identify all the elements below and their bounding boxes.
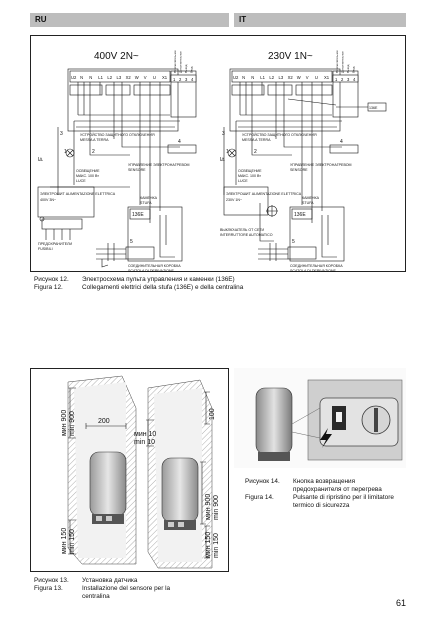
switch-label-it: INTERRUTTORE AUTOMATICO [220, 233, 273, 237]
terminal-a-6: X2 [125, 75, 131, 80]
side-label-3: Вход [351, 66, 356, 73]
dim-100: 100 [209, 408, 216, 420]
voltage-label: 400V 2N~ [94, 51, 139, 62]
marker-4: 4 [178, 139, 181, 145]
dim-min150-ru: мин 150 [61, 527, 68, 554]
box-label: СОЕДИНИТЕЛЬНАЯ КОРОБКА [290, 264, 343, 268]
terminal-a-4: L2 [269, 75, 275, 80]
terminal-b-0: 1 [173, 77, 176, 82]
dim-min150-it-b: min 150 [213, 533, 220, 558]
terminal-a-7: W [296, 75, 301, 80]
terminal-b-1: 2 [179, 77, 182, 82]
light-label-it: LUCE [238, 179, 248, 183]
heater-label-it: STUFA [140, 201, 152, 205]
light-label: ОСВЕЩЕНИЕ [76, 169, 100, 173]
side-labels [173, 50, 194, 73]
figure-14-caption [245, 478, 406, 510]
sensor-label: УПРАВЛЕНИЕ ЭЛЕКТРОНАГРЕВОМ [128, 163, 190, 167]
caption-it-text: Collegamenti elettrici della stufa (136E) e della centralina [82, 284, 244, 291]
dim-min900-ru-b: мин 900 [205, 493, 212, 520]
terminal-a-5: L3 [116, 75, 122, 80]
dim-min900-ru: мин 900 [61, 409, 68, 436]
marker-3: 3 [222, 131, 225, 137]
marker-1: 1 [64, 149, 67, 155]
light-label-it: LUCE [76, 179, 86, 183]
box-label-it: SCATOLA DI DERIVAZIONE [128, 269, 174, 273]
terminal-a-8: V [143, 75, 147, 80]
dim-min150-it: min 150 [69, 529, 76, 554]
terminal-a-1: N [80, 75, 84, 80]
ia-symbol: I∆ [220, 157, 225, 163]
breaker-label-it: MESSA A TERRA [242, 138, 271, 142]
dim-min900-it: min 900 [69, 411, 76, 436]
heater-label: КАМЕНКА [302, 196, 319, 200]
supply-label: ЭЛЕКТРОШИТ ALIMENTAZIONE ELETTRICA [226, 192, 302, 196]
supply-voltage-label: 400V 3N~ [40, 198, 57, 202]
ia-symbol: I∆ [38, 157, 43, 163]
terminal-a-2: N [89, 75, 93, 80]
breaker-label: УСТРОЙСТВО ЗАЩИТНОГО ОТКЛЮЧЕНИЯ [242, 133, 317, 137]
light-max-label: МАКС. 100 Вт [238, 174, 261, 178]
dim-min150-ru-b: мин 150 [205, 531, 212, 558]
switch-label: ВЫКЛЮЧАТЕЛЬ ОТ СЕТИ [220, 228, 265, 232]
sensor-label-it: SENSORE [128, 168, 146, 172]
terminal-b-2: 3 [347, 77, 350, 82]
side-label-1: Дополнительное [178, 51, 183, 73]
dim-min10-ru: мин 10 [134, 431, 157, 438]
reset-button-drawing [234, 368, 406, 468]
caption-it-text: Pulsante di ripristino per il limitatore [293, 494, 394, 501]
fuses-label-it: FUSIBILI [38, 247, 53, 251]
caption-it-text-2: centralina [82, 593, 110, 600]
figure-13-caption [34, 577, 229, 601]
dim-min900-it-b: min 900 [213, 495, 220, 520]
terminal-a-0: U2 [71, 75, 77, 80]
terminal-a-5: L3 [278, 75, 284, 80]
page-number: 61 [395, 598, 406, 608]
side-label-0: Вспомогательное [335, 50, 339, 73]
figure-12-caption [34, 276, 404, 292]
terminal-a-7: W [134, 75, 139, 80]
terminal-b-3: 4 [191, 77, 194, 82]
terminal-b-1: 2 [341, 77, 344, 82]
terminal-a-0: U2 [233, 75, 239, 80]
heater-label: КАМЕНКА [140, 196, 157, 200]
terminal-a-9: U [314, 75, 318, 80]
caption-it-text: Installazione del sensore per la [82, 585, 171, 592]
caption-ru-label: Рисунок 14. [245, 478, 280, 485]
terminal-a-2: N [251, 75, 255, 80]
marker-5: 5 [292, 239, 295, 245]
terminal-a-9: U [152, 75, 156, 80]
side-label-3: Вход [189, 66, 194, 73]
language-tab-it [234, 13, 406, 27]
side-label-0: Вспомогательное [173, 50, 177, 73]
terminal-strip-a [71, 75, 168, 80]
breaker-label-it: MESSA A TERRA [80, 138, 109, 142]
dim-min10-it: min 10 [134, 439, 156, 446]
marker-1: 1 [226, 149, 229, 155]
terminal-a-3: L1 [260, 75, 265, 80]
sensor-label-it: SENSORE [290, 168, 308, 172]
box-label: СОЕДИНИТЕЛЬНАЯ КОРОБКА [128, 264, 181, 268]
side-labels [335, 50, 356, 73]
caption-it-label: Figura 12. [34, 284, 63, 291]
caption-ru-label: Рисунок 13. [34, 577, 69, 584]
caption-ru-text: Кнопка возвращения [293, 478, 356, 485]
voltage-label: 230V 1N~ [268, 51, 313, 62]
heater-model: 136E [132, 212, 144, 218]
terminal-b-0: 1 [335, 77, 338, 82]
terminal-a-3: L1 [98, 75, 103, 80]
caption-ru-text: Электросхема пульта управления и каменки (136E) [82, 276, 235, 283]
terminal-b-3: 4 [353, 77, 356, 82]
marker-2: 2 [92, 149, 95, 155]
tab-label-ru: RU [35, 15, 47, 24]
marker-5: 5 [130, 239, 133, 245]
supply-voltage-label: 230V 1N~ [226, 198, 243, 202]
terminal-a-4: L2 [107, 75, 113, 80]
caption-ru-text: Установка датчика [82, 577, 138, 584]
marker-2: 2 [254, 149, 257, 155]
terminal-b-2: 3 [185, 77, 188, 82]
sensor-installation-drawing [30, 368, 229, 572]
wiring-diagram-400v [30, 35, 218, 272]
caption-ru-label: Рисунок 12. [34, 276, 69, 283]
terminal-a-10: X1 [162, 75, 168, 80]
side-label-2: Выход [184, 64, 188, 73]
marker-4: 4 [340, 139, 343, 145]
caption-it-label: Figura 14. [245, 494, 274, 501]
terminal-a-8: V [305, 75, 309, 80]
caption-it-label: Figura 13. [34, 585, 63, 592]
terminal-a-6: X2 [287, 75, 293, 80]
light-label: ОСВЕЩЕНИЕ [238, 169, 262, 173]
fuses-label: ПРЕДОХРАНИТЕЛИ [38, 242, 73, 246]
terminal-a-10: X1 [324, 75, 330, 80]
terminal-strip-a [233, 75, 330, 80]
box-label-it: SCATOLA DI DERIVAZIONE [290, 269, 336, 273]
heater-label-it: STUFA [302, 201, 314, 205]
sensor-label: УПРАВЛЕНИЕ ЭЛЕКТРОНАГРЕВОМ [290, 163, 352, 167]
caption-it-text-2: termico di sicurezza [293, 502, 350, 509]
side-label-1: Дополнительное [340, 51, 345, 73]
dim-200: 200 [98, 418, 110, 425]
heater-model: 136E [294, 212, 306, 218]
heater-model-callout: 136E [369, 106, 378, 110]
wiring-diagram-230v [218, 35, 406, 272]
tab-label-it: IT [239, 15, 247, 24]
light-max-label: МАКС. 100 Вт [76, 174, 99, 178]
breaker-label: УСТРОЙСТВО ЗАЩИТНОГО ОТКЛЮЧЕНИЯ [80, 133, 155, 137]
terminal-a-1: N [242, 75, 246, 80]
side-label-2: Выход [346, 64, 350, 73]
marker-3: 3 [60, 131, 63, 137]
caption-ru-text-2: предохранителя от перегрева [293, 486, 382, 493]
language-tab-ru [30, 13, 229, 27]
supply-label: ЭЛЕКТРОШИТ ALIMENTAZIONE ELETTRICA [40, 192, 116, 196]
